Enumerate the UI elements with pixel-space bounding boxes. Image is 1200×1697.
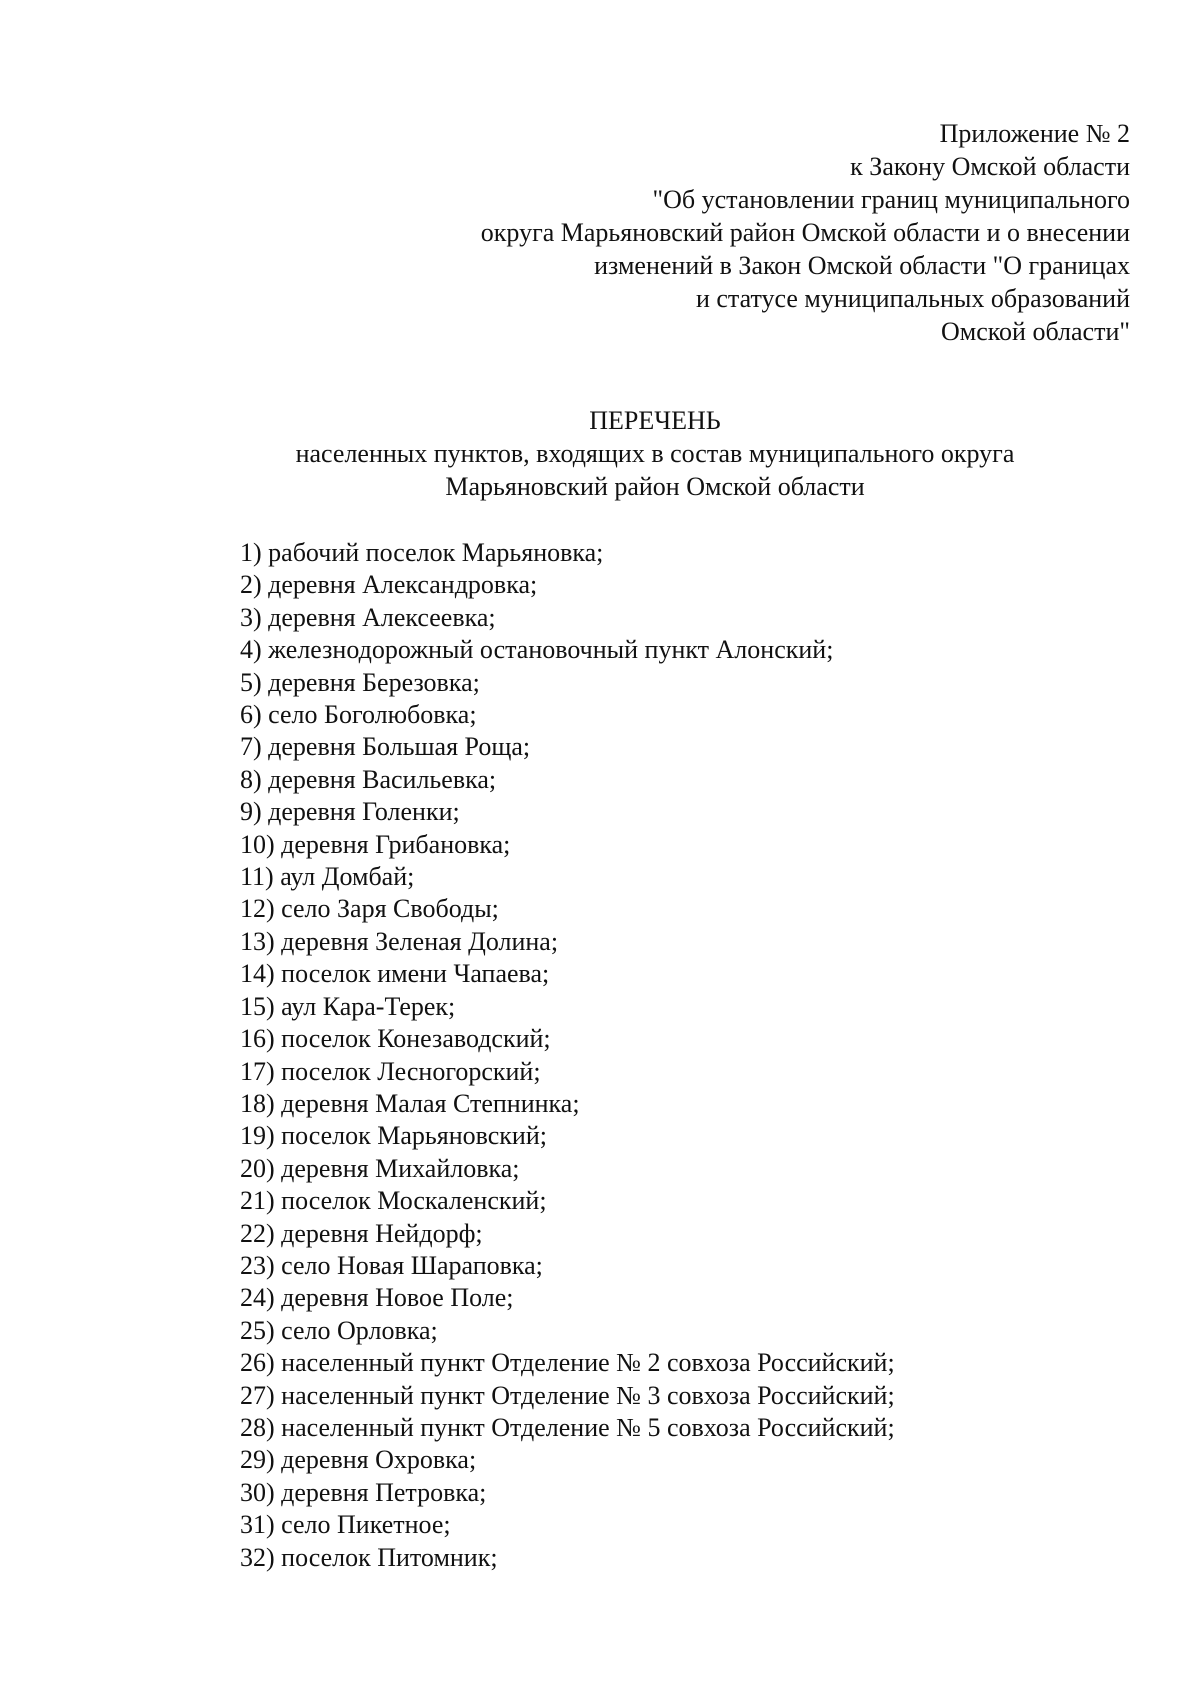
list-item: 6) село Боголюбовка; [240,700,477,730]
list-item: 13) деревня Зеленая Долина; [240,926,559,956]
list-item: 16) поселок Конезаводский; [240,1024,551,1054]
list-item: 27) населенный пункт Отделение № 3 совхоза Российский; [240,1380,895,1410]
title-subline: населенных пунктов, входящих в состав муниципального округа [295,439,1015,468]
list-item: 14) поселок имени Чапаева; [240,959,550,989]
appendix-line: округа Марьяновский район Омской области и о внесении [480,218,1130,247]
list-item: 7) деревня Большая Роща; [240,732,531,762]
list-item: 21) поселок Москаленский; [240,1186,547,1216]
title-heading: ПЕРЕЧЕНЬ [589,406,721,435]
list-item: 29) деревня Охровка; [240,1445,477,1475]
appendix-line: Приложение № 2 [939,119,1130,148]
list-item: 32) поселок Питомник; [240,1542,498,1572]
list-item: 15) аул Кара-Терек; [240,991,456,1021]
list-item: 28) населенный пункт Отделение № 5 совхоза Российский; [240,1412,895,1442]
list-item: 12) село Заря Свободы; [240,894,499,924]
list-item: 5) деревня Березовка; [240,667,480,697]
list-item: 22) деревня Нейдорф; [240,1218,483,1248]
list-item: 20) деревня Михайловка; [240,1153,520,1183]
appendix-line: Омской области" [940,317,1130,346]
list-item: 24) деревня Новое Поле; [240,1283,514,1313]
appendix-line: и статусе муниципальных образований [695,284,1130,313]
list-item: 26) населенный пункт Отделение № 2 совхоза Российский; [240,1348,895,1378]
list-item: 8) деревня Васильевка; [240,764,497,794]
appendix-line: изменений в Закон Омской области "О границах [594,251,1130,280]
list-item: 19) поселок Марьяновский; [240,1121,547,1151]
list-item: 18) деревня Малая Степнинка; [240,1088,580,1118]
list-item: 2) деревня Александровка; [240,570,538,600]
list-item: 25) село Орловка; [240,1315,438,1345]
appendix-line: к Закону Омской области [850,152,1130,181]
list-item: 1) рабочий поселок Марьяновка; [240,538,604,567]
list-item: 10) деревня Грибановка; [240,829,511,859]
list-item: 30) деревня Петровка; [240,1477,487,1507]
list-item: 9) деревня Голенки; [240,797,460,827]
list-item: 3) деревня Алексеевка; [240,602,496,632]
document-title [0,404,1200,503]
list-item: 4) железнодорожный остановочный пункт Алонский; [240,635,834,665]
list-item: 23) село Новая Шараповка; [240,1250,543,1280]
list-item: 31) село Пикетное; [240,1510,451,1540]
settlements-list [240,537,895,1574]
list-item: 11) аул Домбай; [240,862,415,892]
appendix-line: "Об установлении границ муниципального [652,185,1130,214]
list-item: 17) поселок Лесногорский; [240,1056,541,1086]
appendix-header [230,117,1130,348]
title-subline: Марьяновский район Омской области [445,472,865,501]
